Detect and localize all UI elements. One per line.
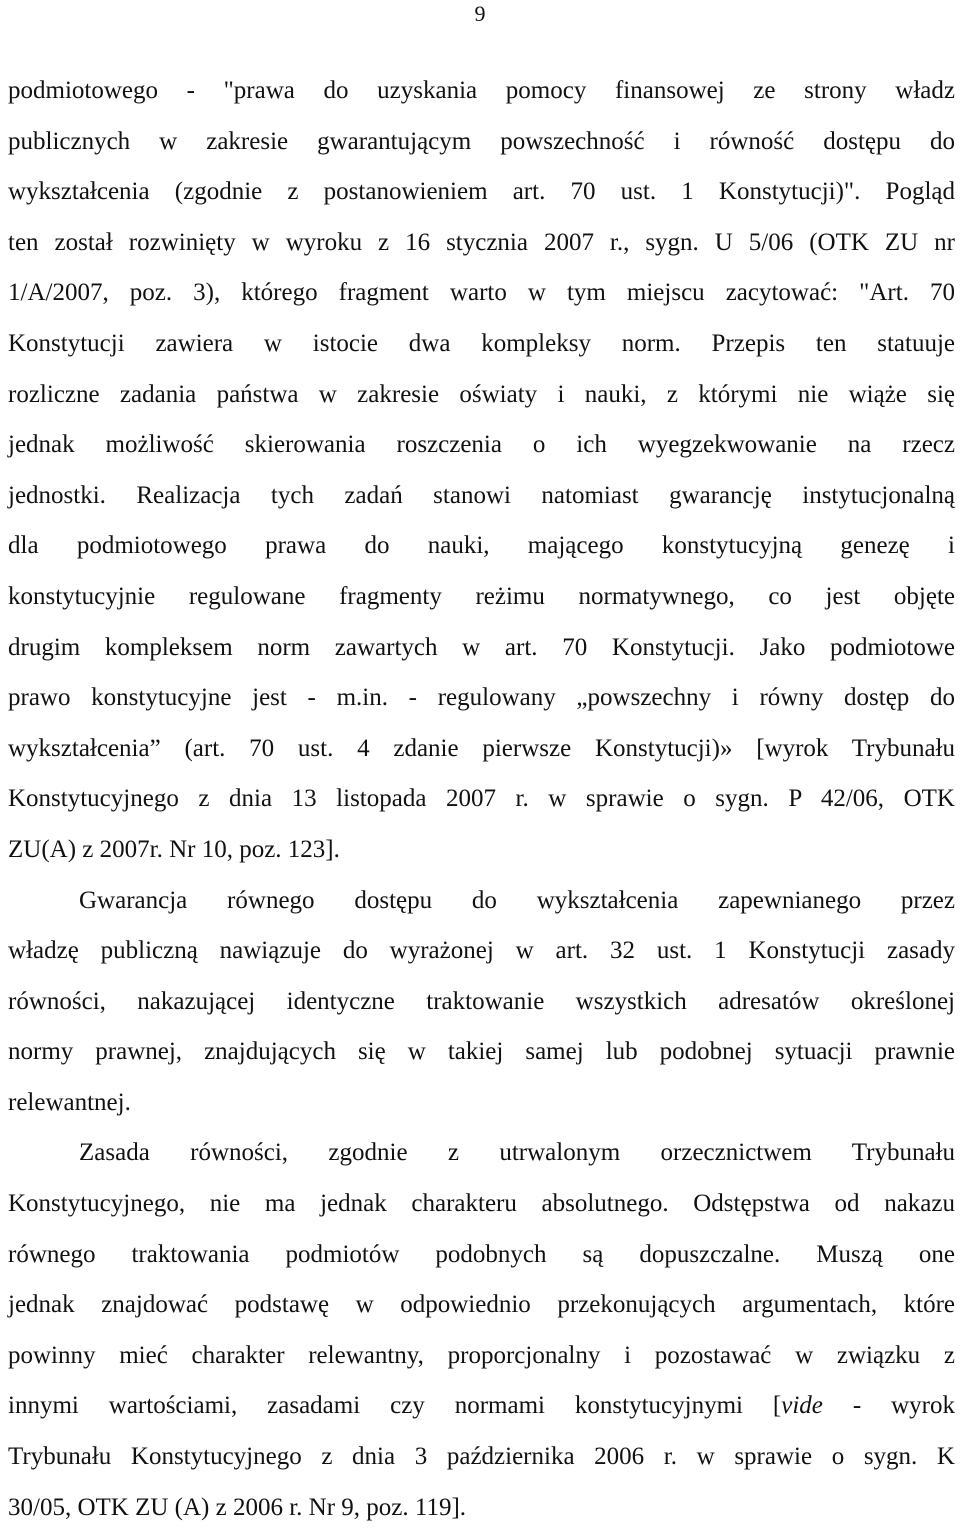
document-body (8, 66, 955, 1533)
text-line: wykształcenia” (art. 70 ust. 4 zdanie pierwsze Konstytucji)» [wyrok Trybunału (8, 734, 955, 762)
text-line: prawo konstytucyjne jest - m.in. - regulowany „powszechny i równy dostęp do (8, 684, 955, 712)
italic-latin-term: vide (781, 1392, 823, 1420)
text-line: jednak znajdować podstawę w odpowiednio przekonujących argumentach, które (8, 1291, 955, 1319)
text-line: jednak możliwość skierowania roszczenia o ich wyegzekwowanie na rzecz (8, 431, 955, 459)
text-line: publicznych w zakresie gwarantującym powszechność i równość dostępu do (8, 127, 955, 155)
text-line: Zasada równości, zgodnie z utrwalonym orzecznictwem Trybunału (79, 1139, 955, 1167)
text-line: władzę publiczną nawiązuje do wyrażonej w art. 32 ust. 1 Konstytucji zasady (8, 937, 955, 965)
text-line: podmiotowego - "prawa do uzyskania pomocy finansowej ze strony władz (8, 77, 955, 104)
paragraph-2 (8, 876, 955, 1129)
paragraph-3 (8, 1128, 955, 1533)
text-line: rozliczne zadania państwa w zakresie oświaty i nauki, z którymi nie wiąże się (8, 380, 955, 408)
text-segment: - wyrok (822, 1392, 955, 1420)
text-line: Konstytucji zawiera w istocie dwa kompleksy norm. Przepis ten statuuje (8, 329, 955, 357)
text-line: ten został rozwinięty w wyroku z 16 stycznia 2007 r., sygn. U 5/06 (OTK ZU nr (8, 228, 955, 256)
text-line: dla podmiotowego prawa do nauki, mającego konstytucyjną genezę i (8, 532, 955, 560)
text-line-with-citation (8, 1381, 955, 1432)
paragraph-1 (8, 66, 955, 876)
text-line: Trybunału Konstytucyjnego z dnia 3 października 2006 r. w sprawie o sygn. K (8, 1443, 955, 1471)
text-line: Konstytucyjnego, nie ma jednak charakteru absolutnego. Odstępstwa od nakazu (8, 1190, 955, 1218)
text-line: konstytucyjnie regulowane fragmenty reżimu normatywnego, co jest objęte (8, 582, 955, 610)
text-line: drugim kompleksem norm zawartych w art. 70 Konstytucji. Jako podmiotowe (8, 633, 955, 661)
text-line: Gwarancja równego dostępu do wykształcenia zapewnianego przez (79, 886, 955, 914)
text-line: powinny mieć charakter relewantny, proporcjonalny i pozostawać w związku z (8, 1341, 955, 1369)
text-line: jednostki. Realizacja tych zadań stanowi natomiast gwarancję instytucjonalną (8, 481, 955, 509)
text-line: relewantnej. (8, 1088, 131, 1116)
text-segment: innymi wartościami, zasadami czy normami konstytucyjnymi [ (8, 1392, 782, 1420)
text-line: Konstytucyjnego z dnia 13 listopada 2007 r. w sprawie o sygn. P 42/06, OTK (8, 785, 955, 813)
page-number: 9 (474, 1, 486, 26)
text-line: normy prawnej, znajdujących się w takiej samej lub podobnej sytuacji prawnie (8, 1038, 955, 1066)
text-line: 30/05, OTK ZU (A) z 2006 r. Nr 9, poz. 119]. (8, 1493, 467, 1521)
text-line: wykształcenia (zgodnie z postanowieniem art. 70 ust. 1 Konstytucji)". Pogląd (8, 178, 955, 206)
text-line: równego traktowania podmiotów podobnych są dopuszczalne. Muszą one (8, 1240, 955, 1268)
text-line: równości, nakazującej identyczne traktowanie wszystkich adresatów określonej (8, 987, 955, 1015)
text-line: 1/A/2007, poz. 3), którego fragment warto w tym miejscu zacytować: "Art. 70 (8, 279, 955, 307)
text-line: ZU(A) z 2007r. Nr 10, poz. 123]. (8, 835, 340, 863)
